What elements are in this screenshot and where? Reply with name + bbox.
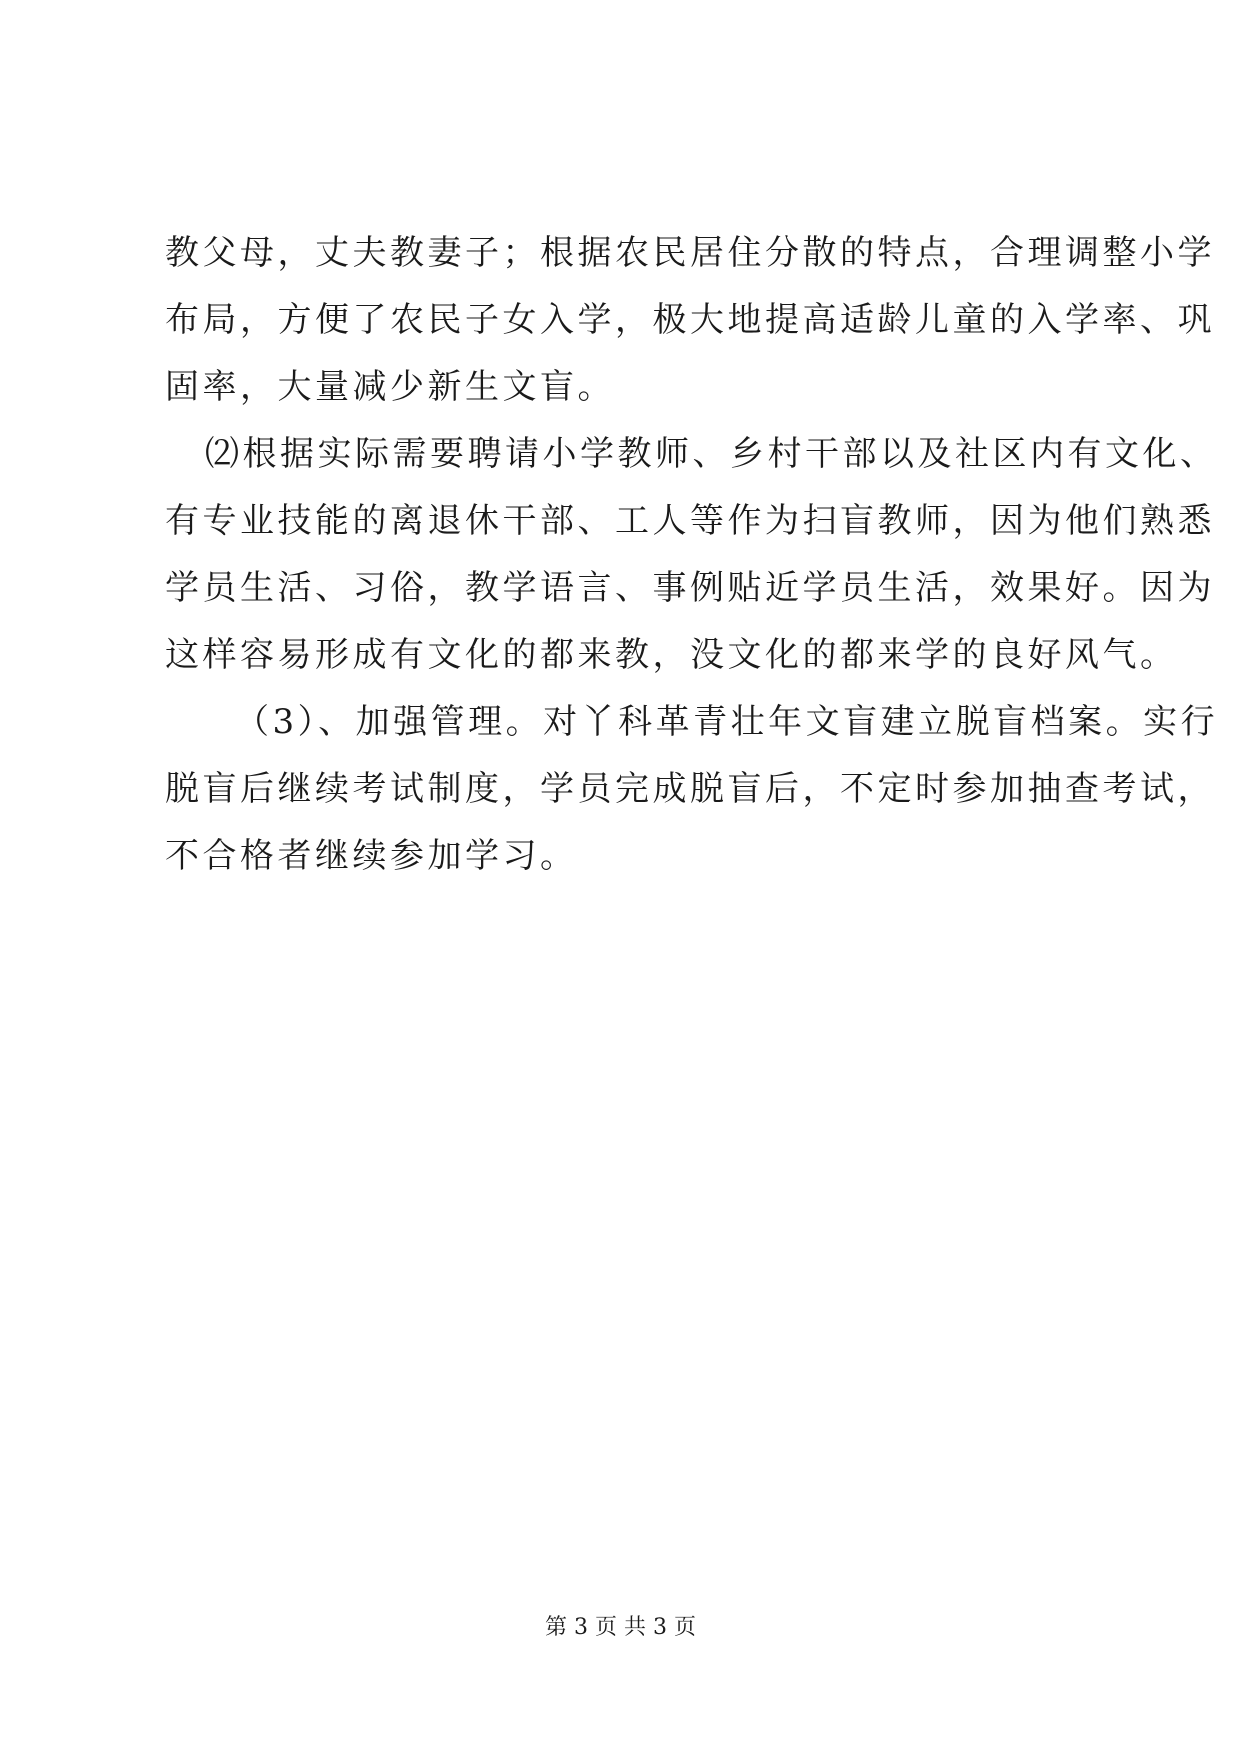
paragraph-line: 固率，大量减少新生文盲。 — [165, 367, 615, 407]
page-number-footer: 第 3 页 共 3 页 — [545, 1615, 696, 1640]
paragraph-line: 布局，方便了农民子女入学，极大地提高适龄儿童的入学率、巩 — [165, 300, 1215, 340]
paragraph-line: 教父母，丈夫教妻子；根据农民居住分散的特点，合理调整小学 — [165, 233, 1215, 273]
paragraph-line: 有专业技能的离退休干部、工人等作为扫盲教师，因为他们熟悉 — [165, 501, 1215, 541]
paragraph-line: 这样容易形成有文化的都来教，没文化的都来学的良好风气。 — [165, 635, 1178, 675]
paragraph-line: 脱盲后继续考试制度，学员完成脱盲后，不定时参加抽查考试， — [165, 769, 1215, 809]
paragraph-line: （3）、加强管理。对丫科革青壮年文盲建立脱盲档案。实行 — [235, 702, 1219, 742]
paragraph-line: 学员生活、习俗，教学语言、事例贴近学员生活，效果好。因为 — [165, 568, 1215, 608]
paragraph-line: 不合格者继续参加学习。 — [165, 836, 578, 876]
paragraph-line: ⑵根据实际需要聘请小学教师、乡村干部以及社区内有文化、 — [205, 434, 1218, 474]
